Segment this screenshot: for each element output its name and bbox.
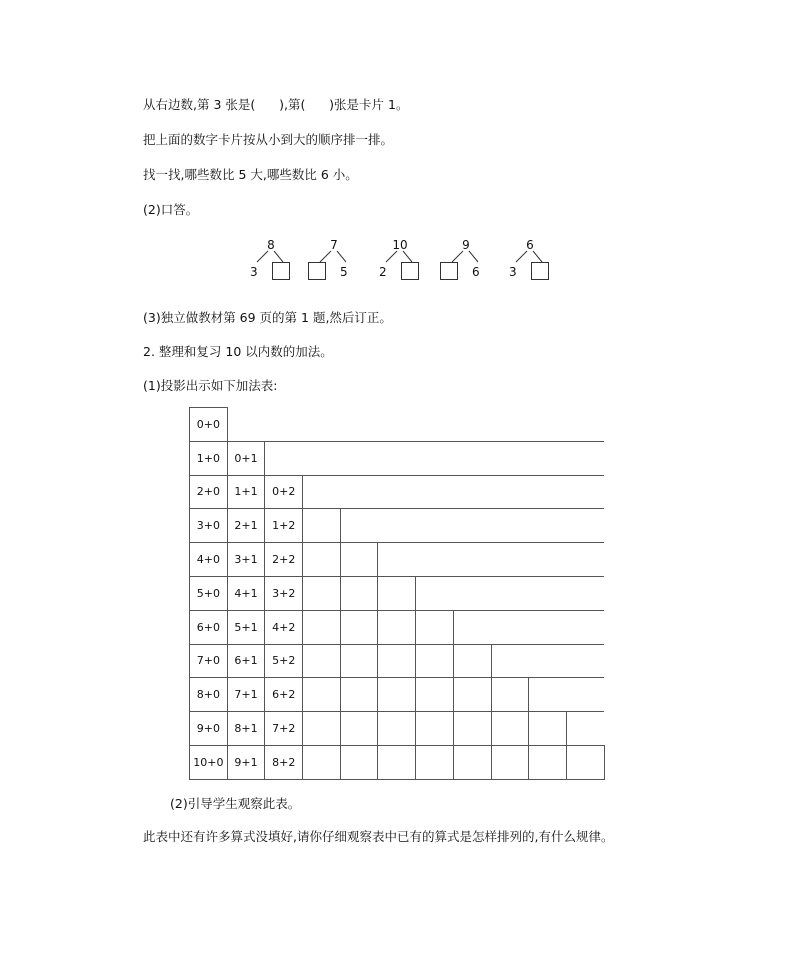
- split-known-part: 2: [379, 265, 387, 279]
- empty-row-area: [340, 509, 604, 543]
- blank-cell[interactable]: [303, 678, 341, 712]
- blank-cell[interactable]: [378, 644, 416, 678]
- blank-cell[interactable]: [416, 644, 454, 678]
- table-cell: 7+0: [190, 644, 228, 678]
- blank-cell[interactable]: [529, 745, 567, 779]
- blank-cell[interactable]: [340, 712, 378, 746]
- blank-cell[interactable]: [378, 745, 416, 779]
- blank-cell[interactable]: [378, 576, 416, 610]
- table-cell: 0+1: [227, 441, 265, 475]
- table-cell: 5+0: [190, 576, 228, 610]
- table-row: [190, 712, 605, 746]
- table-cell: 3+2: [265, 576, 303, 610]
- instruction-textbook-exercise: (3)独立做教材第 69 页的第 1 题,然后订正。: [143, 310, 392, 325]
- empty-row-area: [566, 712, 604, 746]
- blank-cell[interactable]: [453, 678, 491, 712]
- split-known-part: 3: [509, 265, 517, 279]
- blank-cell[interactable]: [378, 678, 416, 712]
- table-cell: 3+0: [190, 509, 228, 543]
- blank-cell[interactable]: [340, 745, 378, 779]
- empty-row-area: [491, 644, 604, 678]
- table-row: [190, 644, 605, 678]
- blank-cell[interactable]: [566, 745, 604, 779]
- table-cell: 6+0: [190, 610, 228, 644]
- split-total: 7: [330, 238, 338, 252]
- instruction-show-addition-table: (1)投影出示如下加法表:: [143, 378, 278, 393]
- instruction-sort-cards: 把上面的数字卡片按从小到大的顺序排一排。: [143, 132, 394, 147]
- blank-cell[interactable]: [303, 509, 341, 543]
- table-cell: 1+1: [227, 475, 265, 509]
- table-cell: 8+1: [227, 712, 265, 746]
- split-total: 10: [392, 238, 408, 252]
- blank-cell[interactable]: [491, 745, 529, 779]
- number-split-4: [500, 240, 560, 285]
- split-total: 6: [526, 238, 534, 252]
- blank-cell[interactable]: [378, 610, 416, 644]
- split-known-part: 3: [250, 265, 258, 279]
- blank-cell[interactable]: [378, 712, 416, 746]
- blank-cell[interactable]: [416, 712, 454, 746]
- table-row: [190, 543, 605, 577]
- blank-cell[interactable]: [416, 745, 454, 779]
- answer-box[interactable]: [440, 262, 458, 280]
- table-cell: 8+0: [190, 678, 228, 712]
- table-cell: 7+2: [265, 712, 303, 746]
- blank-cell[interactable]: [453, 745, 491, 779]
- answer-box[interactable]: [272, 262, 290, 280]
- blank-cell[interactable]: [303, 712, 341, 746]
- empty-row-area: [529, 678, 604, 712]
- number-split-3: [436, 240, 496, 285]
- table-cell: 5+1: [227, 610, 265, 644]
- table-cell: 2+2: [265, 543, 303, 577]
- table-cell: 4+1: [227, 576, 265, 610]
- table-row: [190, 576, 605, 610]
- blank-cell[interactable]: [491, 712, 529, 746]
- table-cell: 1+0: [190, 441, 228, 475]
- blank-cell[interactable]: [303, 644, 341, 678]
- empty-row-area: [416, 576, 604, 610]
- table-row: [190, 678, 605, 712]
- addition-table: [189, 407, 605, 780]
- split-total: 9: [462, 238, 470, 252]
- blank-cell[interactable]: [303, 610, 341, 644]
- empty-row-area: [453, 610, 604, 644]
- blank-cell[interactable]: [453, 712, 491, 746]
- blank-cell[interactable]: [303, 576, 341, 610]
- empty-row-area: [265, 441, 604, 475]
- split-known-part: 5: [340, 265, 348, 279]
- answer-box[interactable]: [401, 262, 419, 280]
- blank-cell[interactable]: [303, 543, 341, 577]
- split-total: 8: [267, 238, 275, 252]
- blank-cell[interactable]: [453, 644, 491, 678]
- blank-cell[interactable]: [416, 610, 454, 644]
- table-cell: 4+0: [190, 543, 228, 577]
- table-cell: 8+2: [265, 745, 303, 779]
- empty-row-area: [227, 408, 604, 442]
- table-cell: 3+1: [227, 543, 265, 577]
- empty-row-area: [303, 475, 605, 509]
- table-cell: 5+2: [265, 644, 303, 678]
- blank-cell[interactable]: [491, 678, 529, 712]
- number-split-0: [241, 240, 301, 285]
- blank-cell[interactable]: [340, 678, 378, 712]
- blank-cell[interactable]: [340, 610, 378, 644]
- empty-row-area: [378, 543, 604, 577]
- question-find-pattern: 此表中还有许多算式没填好,请你仔细观察表中已有的算式是怎样排列的,有什么规律。: [143, 829, 614, 844]
- instruction-observe-table: (2)引导学生观察此表。: [170, 796, 301, 811]
- number-split-1: [304, 240, 364, 285]
- table-cell: 9+0: [190, 712, 228, 746]
- table-cell: 2+1: [227, 509, 265, 543]
- table-row: [190, 509, 605, 543]
- table-row: [190, 610, 605, 644]
- answer-box[interactable]: [531, 262, 549, 280]
- table-cell: 1+2: [265, 509, 303, 543]
- table-cell: 2+0: [190, 475, 228, 509]
- number-split-2: [370, 240, 430, 285]
- table-cell: 0+2: [265, 475, 303, 509]
- table-cell: 7+1: [227, 678, 265, 712]
- table-row: [190, 441, 605, 475]
- blank-cell[interactable]: [303, 745, 341, 779]
- table-row: [190, 745, 605, 779]
- table-row: [190, 408, 605, 442]
- table-cell: 0+0: [190, 408, 228, 442]
- instruction-find-numbers: 找一找,哪些数比 5 大,哪些数比 6 小。: [143, 167, 358, 182]
- table-row: [190, 475, 605, 509]
- section-heading-addition-review: 2. 整理和复习 10 以内数的加法。: [143, 344, 333, 359]
- table-cell: 4+2: [265, 610, 303, 644]
- table-cell: 6+1: [227, 644, 265, 678]
- table-cell: 6+2: [265, 678, 303, 712]
- table-cell: 9+1: [227, 745, 265, 779]
- blank-cell[interactable]: [529, 712, 567, 746]
- split-known-part: 6: [472, 265, 480, 279]
- table-cell: 10+0: [190, 745, 228, 779]
- question-line-card-position: 从右边数,第 3 张是( ),第( )张是卡片 1。: [143, 97, 409, 112]
- blank-cell[interactable]: [340, 543, 378, 577]
- answer-box[interactable]: [308, 262, 326, 280]
- blank-cell[interactable]: [416, 678, 454, 712]
- section-oral-answer: (2)口答。: [143, 202, 199, 217]
- blank-cell[interactable]: [340, 576, 378, 610]
- blank-cell[interactable]: [340, 644, 378, 678]
